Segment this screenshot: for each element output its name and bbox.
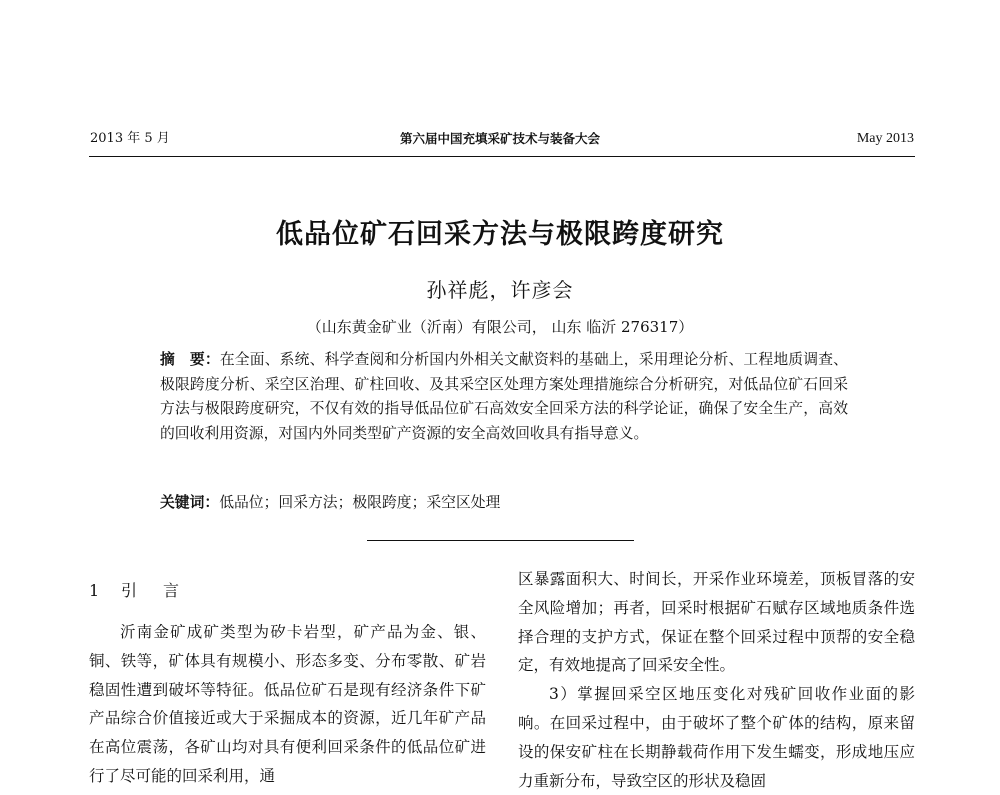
header-date: 2013 年 5 月 (90, 131, 170, 146)
separator-rule (367, 540, 634, 541)
right-paragraph-1: 区暴露面积大、时间长，开采作业环境差，顶板冒落的安全风险增加；再者，回采时根据矿石赋存区域地质条件选择合理的支护方式，保证在整个回采过程中顶帮的安全稳定，有效地提高了回采安全性。 (518, 570, 915, 675)
right-paragraph-2: 3）掌握回采空区地压变化对残矿回收作业面的影响。在回采过程中，由于破坏了整个矿体的结构，原来留设的保安矿柱在长期静载荷作用下发生蠕变，形成地压应力重新分布，导致空区的形状及稳固 (518, 685, 915, 790)
intro-paragraph: 沂南金矿成矿类型为矽卡岩型，矿产品为金、银、铜、铁等，矿体具有规模小、形态多变、分布零散、矿岩稳固性遭到破坏等特征。低品位矿石是现有经济条件下矿产品综合价值接近或大于采掘成本的资源，近几年矿产品在高位震荡，各矿山均对具有便利回采条件的低品位矿进行了尽可能的回采利用，通 (89, 623, 486, 785)
keywords-label: 关键词： (160, 494, 220, 511)
abstract (160, 348, 848, 446)
paper-authors: 孙祥彪，许彦会 (426, 278, 574, 302)
keywords-text: 低品位；回采方法；极限跨度；采空区处理 (219, 494, 501, 511)
paper-title: 低品位矿石回采方法与极限跨度研究 (276, 219, 724, 250)
header-conference: 第六届中国充填采矿技术与装备大会 (399, 131, 600, 146)
abstract-label: 摘 要： (160, 351, 220, 368)
header-rule (89, 156, 915, 157)
abstract-text: 在全面、系统、科学查阅和分析国内外相关文献资料的基础上，采用理论分析、工程地质调查、极限跨度分析、采空区治理、矿柱回收、及其采空区处理方案处理措施综合分析研究，对低品位矿石回采方法与极限跨度研究，不仅有效的指导低品位矿石高效安全回采方法的科学论证，确保了安全生产，高效的回收利用资源，对国内外同类型矿产资源的安全高效回收具有指导意义。 (160, 351, 848, 442)
keywords (160, 491, 848, 515)
section-title-part1: 引 (121, 581, 138, 600)
section-title-part2: 言 (163, 581, 180, 600)
author-affiliation: （山东黄金矿业（沂南）有限公司， 山东 临沂 276317） (306, 318, 694, 336)
right-column (518, 565, 915, 795)
left-column (89, 578, 486, 791)
header-date-english: May 2013 (856, 131, 914, 146)
section-number: 1 (89, 581, 100, 600)
section-heading (89, 578, 486, 604)
